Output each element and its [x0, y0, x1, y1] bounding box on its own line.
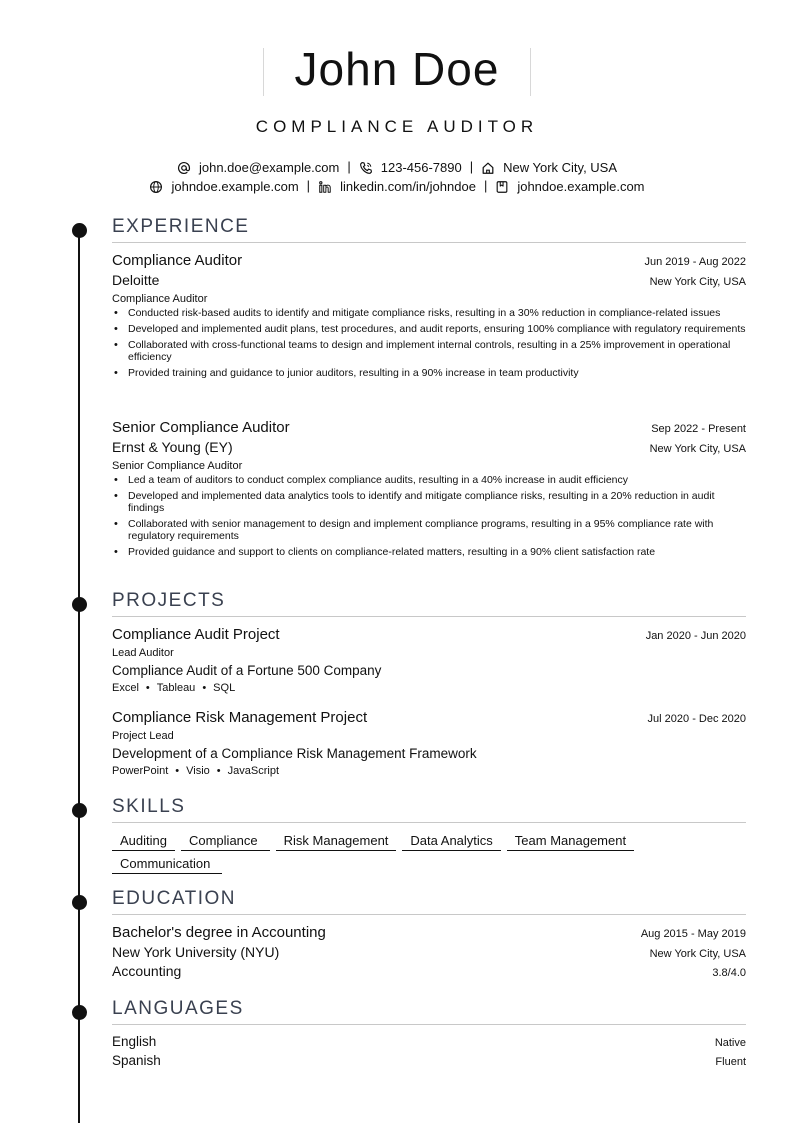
bullet-item: • Provided training and guidance to junior auditors, resulting in a 90% increase in team productivity	[112, 367, 746, 379]
entry-date: Jun 2019 - Aug 2022	[644, 256, 746, 268]
timeline-line	[78, 230, 80, 1123]
tech-item: Visio	[186, 765, 210, 777]
skill-chip: Compliance	[181, 833, 270, 851]
section-divider	[112, 914, 746, 915]
skill-chip: Communication	[112, 856, 222, 874]
project-description: Development of a Compliance Risk Management Framework	[112, 746, 477, 761]
contact-row-primary	[0, 159, 794, 175]
timeline-dot-skills	[72, 803, 87, 818]
section-divider	[112, 822, 746, 823]
separator: |	[483, 178, 488, 193]
website-text: johndoe.example.com	[171, 179, 299, 195]
projects-heading: PROJECTS	[112, 590, 226, 611]
portfolio-text: johndoe.example.com	[517, 179, 645, 195]
skills-list	[112, 832, 746, 878]
project-role: Project Lead	[112, 730, 174, 742]
entry-title: Compliance Auditor	[112, 252, 243, 269]
email-text: john.doe@example.com	[198, 160, 340, 176]
entry-organization: Deloitte	[112, 272, 160, 288]
entry-organization: Ernst & Young (EY)	[112, 439, 233, 455]
school-name: New York University (NYU)	[112, 944, 280, 960]
tech-item: JavaScript	[227, 765, 279, 777]
location-text: New York City, USA	[503, 160, 618, 176]
language-level: Fluent	[715, 1056, 746, 1068]
projects-section	[112, 588, 746, 617]
home-icon	[481, 161, 495, 175]
degree-title: Bachelor's degree in Accounting	[112, 924, 326, 941]
separator: |	[469, 159, 474, 174]
bullet-item: • Conducted risk-based audits to identify and mitigate compliance risks, resulting in a 30% reduction in compliance-related issues	[112, 307, 746, 319]
project-date: Jan 2020 - Jun 2020	[645, 630, 746, 642]
candidate-name: John Doe	[294, 43, 500, 95]
bullet-item: • Provided guidance and support to clients on compliance-related matters, resulting in a 90% client satisfaction rate	[112, 546, 746, 558]
language-item	[112, 1053, 746, 1072]
section-divider	[112, 1024, 746, 1025]
entry-location: New York City, USA	[649, 443, 746, 455]
entry-role: Senior Compliance Auditor	[112, 460, 243, 472]
skills-section	[112, 794, 746, 823]
project-entry	[112, 626, 746, 696]
tech-item: PowerPoint	[112, 765, 169, 777]
timeline-dot-languages	[72, 1005, 87, 1020]
separator: |	[306, 178, 311, 193]
entry-bullets	[112, 307, 746, 379]
contact-row-secondary	[0, 178, 794, 194]
tech-item: SQL	[213, 682, 236, 694]
tech-separator: •	[145, 682, 150, 694]
skill-chip: Auditing	[112, 833, 175, 851]
separator: |	[347, 159, 351, 174]
globe-icon	[149, 180, 163, 194]
contact-location	[481, 160, 617, 175]
education-section	[112, 886, 746, 915]
skill-chip: Team Management	[507, 833, 634, 851]
skills-heading: SKILLS	[112, 796, 186, 817]
at-icon	[177, 161, 191, 175]
project-description: Compliance Audit of a Fortune 500 Company	[112, 663, 382, 678]
experience-section	[112, 214, 746, 243]
project-title: Compliance Risk Management Project	[112, 709, 368, 726]
project-role: Lead Auditor	[112, 647, 174, 659]
tech-item: Tableau	[156, 682, 196, 694]
phone-icon	[359, 161, 373, 175]
tech-separator: •	[175, 765, 180, 777]
project-entry	[112, 709, 746, 779]
gpa-value: 3.8/4.0	[712, 967, 746, 979]
experience-heading: EXPERIENCE	[112, 216, 250, 237]
education-date: Aug 2015 - May 2019	[640, 928, 746, 940]
language-level: Native	[714, 1037, 746, 1049]
contact-phone[interactable]	[359, 160, 462, 175]
section-divider	[112, 242, 746, 243]
experience-entry	[112, 419, 746, 562]
bullet-item: • Collaborated with senior management to design and implement compliance programs, resulting in a 95% compliance rate with regulatory requirements	[112, 518, 746, 542]
contact-website[interactable]	[149, 179, 298, 194]
language-name: Spanish	[112, 1053, 161, 1068]
tech-separator: •	[216, 765, 221, 777]
language-name: English	[112, 1034, 157, 1049]
entry-title: Senior Compliance Auditor	[112, 419, 290, 436]
language-list	[112, 1034, 746, 1072]
entry-date: Sep 2022 - Present	[651, 423, 746, 435]
linkedin-icon	[318, 180, 332, 194]
entry-role: Compliance Auditor	[112, 293, 208, 305]
project-tech-list	[112, 680, 746, 696]
linkedin-text: linkedin.com/in/johndoe	[340, 179, 476, 195]
languages-heading: LANGUAGES	[112, 998, 244, 1019]
bullet-item: • Developed and implemented data analytics tools to identify and mitigate compliance risks, resulting in a 20% reduction in audit findings	[112, 490, 746, 514]
timeline-dot-projects	[72, 597, 87, 612]
languages-section	[112, 996, 746, 1025]
bookmark-icon	[495, 180, 509, 194]
project-title: Compliance Audit Project	[112, 626, 280, 643]
job-title: COMPLIANCE AUDITOR	[255, 117, 539, 136]
experience-entry	[112, 252, 746, 383]
school-location: New York City, USA	[649, 948, 746, 960]
field-of-study: Accounting	[112, 963, 182, 979]
entry-location: New York City, USA	[649, 276, 746, 288]
timeline-dot-education	[72, 895, 87, 910]
contact-linkedin[interactable]	[318, 179, 476, 194]
education-heading: EDUCATION	[112, 888, 236, 909]
bullet-item: • Collaborated with cross-functional teams to design and implement internal controls, resulting in a 25% improvement in operational efficiency	[112, 339, 746, 363]
contact-email[interactable]	[177, 160, 339, 175]
tech-separator: •	[202, 682, 207, 694]
phone-text: 123-456-7890	[380, 160, 462, 176]
section-divider	[112, 616, 746, 617]
tech-item: Excel	[112, 682, 139, 694]
bullet-item: • Developed and implemented audit plans, test procedures, and audit reports, ensuring 100% compliance with regulatory requirements	[112, 323, 746, 335]
education-entry	[112, 924, 746, 982]
language-item	[112, 1034, 746, 1053]
skill-chip: Data Analytics	[402, 833, 500, 851]
timeline-dot-experience	[72, 223, 87, 238]
contact-portfolio[interactable]	[495, 179, 644, 194]
project-date: Jul 2020 - Dec 2020	[647, 713, 746, 725]
bullet-item: • Led a team of auditors to conduct complex compliance audits, resulting in a 40% increase in audit efficiency	[112, 474, 746, 486]
skill-chip: Risk Management	[276, 833, 397, 851]
entry-bullets	[112, 474, 746, 558]
project-tech-list	[112, 763, 746, 779]
